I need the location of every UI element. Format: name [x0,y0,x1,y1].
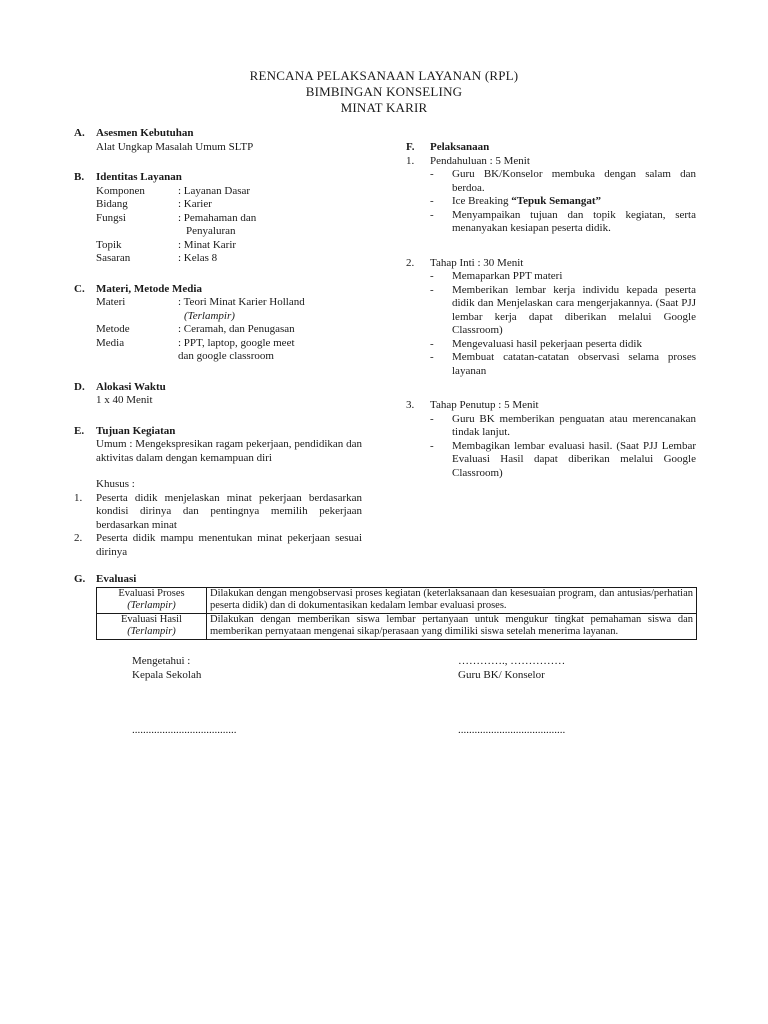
list-item [406,168,696,195]
khusus-label: Khusus : [96,478,135,490]
kv-value: : Pemahaman dan [178,211,257,224]
section-d-letter: D. [74,380,85,393]
right-column [406,141,696,480]
list-number: 1. [74,491,83,504]
list-item [406,270,696,284]
dash: - [430,168,434,180]
section-d [74,381,362,408]
eval-label: Evaluasi Hasil [121,613,182,625]
kv-continuation: dan google classroom [178,350,274,362]
list-text: Ice Breaking [452,195,512,207]
evaluation-table [96,587,697,640]
list-item [406,440,696,481]
kv-row [96,296,362,310]
step-number: 3. [406,399,415,411]
section-c-heading: Materi, Metode Media [96,282,202,295]
dash: - [430,439,434,452]
list-item [406,284,696,338]
signature-right [458,655,565,682]
eval-note: (Terlampir) [127,626,176,637]
signature-left-line1: Mengetahui : [132,655,191,667]
kv-value: : Kelas 8 [178,252,218,264]
kv-key: Sasaran [96,252,131,264]
section-f-letter: F. [406,141,415,153]
kv-row [96,337,362,351]
kv-value: : Layanan Dasar [178,184,251,197]
kv-key: Metode [96,323,130,335]
title-line-2: BIMBINGAN KONSELING [305,84,463,99]
section-e-letter: E. [74,424,85,437]
section-a [74,127,362,154]
signature-right-line1: …………., …………… [458,655,566,667]
section-d-heading: Alokasi Waktu [96,380,166,393]
list-item [74,492,362,533]
signature-right-dots: ....................................... [458,724,566,736]
list-text-bold: “Tepuk Semangat” [511,195,602,207]
list-text: Mengevaluasi hasil pekerjaan peserta didik [452,337,642,350]
step-3 [406,399,696,480]
kv-key: Fungsi [96,211,126,224]
materi-note: (Terlampir) [184,309,235,322]
kv-key: Bidang [96,198,128,210]
dash: - [430,412,434,425]
dash: - [430,270,434,282]
eval-note: (Terlampir) [127,600,176,611]
list-text: Memaparkan PPT materi [452,270,563,282]
tujuan-umum: Umum : Mengekspresikan ragam pekerjaan, pendidikan dan aktivitas dalam dengan kemampuan diri [96,438,362,464]
section-b [74,171,362,266]
section-d-text: 1 x 40 Menit [96,394,153,406]
dash: - [430,351,434,363]
dash: - [430,208,434,221]
left-column [74,127,362,559]
table-cell-text: Dilakukan dengan memberikan siswa lembar pertanyaan untuk mengukur tingkat pemahaman siswa dan memberikan pernyataan mengenai sikap/perasaan yang dimiliki siswa setelah menerima layanan. [207,613,697,639]
section-b-heading: Identitas Layanan [96,171,182,183]
document-title [0,68,768,116]
signature-left [132,655,201,682]
list-text: Membagikan lembar evaluasi hasil. (Saat PJJ Lembar Evaluasi Hasil dapat diberikan melalui Google Classroom) [452,439,696,479]
step-number: 1. [406,154,415,167]
step-2 [406,257,696,379]
kv-value: : PPT, laptop, google meet [178,336,295,349]
section-e-heading: Tujuan Kegiatan [96,424,176,437]
eval-label: Evaluasi Proses [118,587,185,599]
list-item [406,351,696,378]
kv-key: Materi [96,296,126,308]
section-g-heading: Evaluasi [96,573,137,585]
kv-value: : Ceramah, dan Penugasan [178,323,295,335]
dash: - [430,337,434,350]
section-b-letter: B. [74,171,85,183]
step-number: 2. [406,256,415,269]
list-item [406,413,696,440]
kv-row [96,239,362,253]
step-title: Pendahuluan : 5 Menit [430,154,530,167]
signature-left-line2: Kepala Sekolah [132,668,202,681]
section-a-letter: A. [74,127,85,139]
kv-continuation: Penyaluran [186,225,236,237]
title-line-3: MINAT KARIR [340,100,428,115]
section-f-head [406,141,696,155]
list-text: Peserta didik mampu menentukan minat pekerjaan sesuai dirinya [96,532,362,558]
table-cell-text: Dilakukan dengan mengobservasi proses kegiatan (keterlaksanaan dan kesesuaian program, dan antusias/perhatian peserta didik) dan di dokumentasikan kedalam lembar evaluasi proses. [207,587,697,613]
title-line-1: RENCANA PELAKSANAAN LAYANAN (RPL) [249,68,519,83]
list-text: Guru BK/Konselor membuka dengan salam dan berdoa. [452,168,696,194]
signature-right-line2: Guru BK/ Konselor [458,668,545,681]
table-cell-label [97,587,207,613]
step-title: Tahap Inti : 30 Menit [430,256,524,269]
list-text: Guru BK memberikan penguatan atau merencanakan tindak lanjut. [452,412,696,438]
section-e [74,425,362,560]
list-item [74,532,362,559]
table-row [97,613,697,639]
kv-row [96,323,362,337]
kv-row [96,198,362,212]
list-number: 2. [74,532,83,544]
step-1 [406,155,696,236]
table-row [97,587,697,613]
dash: - [430,283,434,296]
kv-row [96,212,362,226]
section-a-heading: Asesmen Kebutuhan [96,127,194,139]
kv-key: Topik [96,238,122,251]
step-title: Tahap Penutup : 5 Menit [430,399,539,411]
list-text: Membuat catatan-catatan observasi selama proses layanan [452,351,696,377]
section-f-heading: Pelaksanaan [430,141,490,153]
signature-left-dots: ...................................... [132,724,237,736]
kv-value: : Minat Karir [178,238,237,251]
kv-row [96,252,362,266]
list-text: Peserta didik menjelaskan minat pekerjaan berdasarkan kondisi dirinya dan pentingnya memilih pekerjaan berdasarkan minat [96,491,362,531]
section-g-letter: G. [74,573,86,585]
list-item [406,195,696,209]
kv-key: Media [96,336,125,349]
table-cell-label [97,613,207,639]
section-c-letter: C. [74,282,85,295]
kv-value: : Karier [178,198,212,210]
list-item [406,338,696,352]
kv-value: : Teori Minat Karier Holland [178,296,305,308]
dash: - [430,195,434,207]
list-item [406,209,696,236]
section-a-text: Alat Ungkap Masalah Umum SLTP [96,140,254,153]
list-text: Menyampaikan tujuan dan topik kegiatan, serta menanyakan kesiapan peserta didik. [452,208,696,234]
list-text: Memberikan lembar kerja individu kepada peserta didik dan Menjelaskan cara mengerjakannya. (Saat PJJ lembar kerja dapat diberikan melalui Google Classroom) [452,283,696,336]
kv-key: Komponen [96,184,145,197]
section-g [74,573,698,640]
section-c [74,283,362,364]
kv-row [96,185,362,199]
